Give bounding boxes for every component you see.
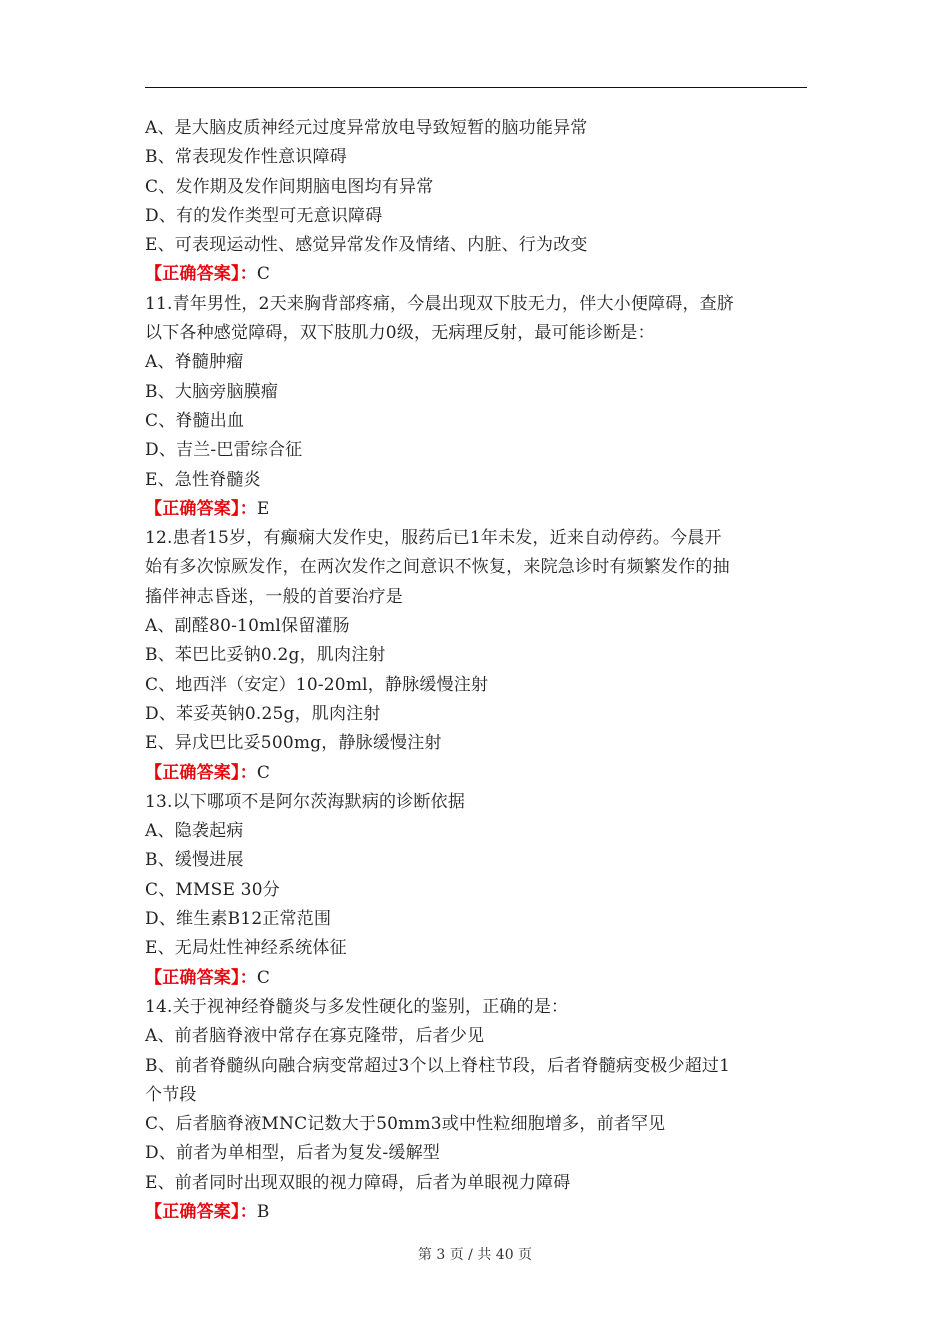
option-text: B、大脑旁脑膜瘤 — [145, 381, 279, 402]
question-text: 13.以下哪项不是阿尔茨海默病的诊断依据 — [145, 791, 466, 812]
option-text: A、脊髓肿瘤 — [145, 352, 244, 373]
option-text: E、无局灶性神经系统体征 — [145, 938, 347, 959]
question-text: 始有多次惊厥发作，在两次发作之间意识不恢复，来院急诊时有频繁发作的抽 — [145, 557, 730, 578]
answer-line — [145, 759, 807, 788]
option-text: D、维生素B12正常范围 — [145, 909, 332, 930]
answer-separator: ： — [239, 498, 257, 519]
option-text: D、吉兰-巴雷综合征 — [145, 440, 303, 461]
option-text: C、MMSE 30分 — [145, 879, 280, 900]
option-text: C、地西泮（安定）10-20ml，静脉缓慢注射 — [145, 674, 489, 695]
answer-label: 【正确答案】 — [145, 498, 240, 519]
option-text: A、副醛80-10ml保留灌肠 — [145, 616, 350, 637]
answer-line — [145, 260, 807, 289]
option-text: A、前者脑脊液中常存在寡克隆带，后者少见 — [145, 1026, 485, 1047]
option-text: A、是大脑皮质神经元过度异常放电导致短暂的脑功能异常 — [145, 118, 588, 138]
option-text: D、有的发作类型可无意识障碍 — [145, 205, 383, 226]
answer-label: 【正确答案】 — [145, 1201, 240, 1222]
answer-label: 【正确答案】 — [145, 762, 240, 783]
option-text: D、苯妥英钠0.25g，肌肉注射 — [145, 703, 381, 724]
option-text: C、后者脑脊液MNC记数大于50mm3或中性粒细胞增多，前者罕见 — [145, 1114, 666, 1135]
option-text: A、隐袭起病 — [145, 821, 244, 842]
option-text: B、常表现发作性意识障碍 — [145, 147, 347, 168]
answer-separator: ： — [239, 967, 257, 988]
answer-line — [145, 1198, 807, 1227]
option-text: B、前者脊髓纵向融合病变常超过3个以上脊柱节段，后者脊髓病变极少超过1 — [145, 1055, 731, 1076]
header-rule — [145, 87, 807, 88]
answer-value: C — [256, 762, 271, 783]
question-text: 以下各种感觉障碍，双下肢肌力0级，无病理反射，最可能诊断是： — [145, 323, 655, 344]
document-body — [145, 114, 807, 1227]
answer-label: 【正确答案】 — [145, 967, 240, 988]
page-footer: 第 3 页 / 共 40 页 — [417, 1247, 533, 1263]
option-text: B、缓慢进展 — [145, 850, 244, 871]
option-text: D、前者为单相型，后者为复发-缓解型 — [145, 1143, 440, 1164]
option-text: 个节段 — [145, 1084, 197, 1105]
answer-value: B — [256, 1201, 270, 1222]
answer-label: 【正确答案】 — [145, 264, 240, 285]
answer-value: C — [256, 967, 271, 988]
option-text: E、前者同时出现双眼的视力障碍，后者为单眼视力障碍 — [145, 1172, 571, 1193]
question-text: 11.青年男性，2天来胸背部疼痛，今晨出现双下肢无力，伴大小便障碍，查脐 — [145, 293, 735, 314]
option-text: E、异戊巴比妥500mg，静脉缓慢注射 — [145, 733, 442, 754]
answer-separator: ： — [239, 762, 257, 783]
option-text: B、苯巴比妥钠0.2g，肌肉注射 — [145, 645, 386, 666]
question-text: 12.患者15岁，有癫痫大发作史，服药后已1年未发，近来自动停药。今晨开 — [145, 528, 722, 549]
option-text: C、脊髓出血 — [145, 410, 245, 431]
option-text: C、发作期及发作间期脑电图均有异常 — [145, 176, 434, 197]
option-text: E、可表现运动性、感觉异常发作及情绪、内脏、行为改变 — [145, 235, 588, 256]
answer-value: E — [256, 498, 270, 519]
question-text: 搐伴神志昏迷，一般的首要治疗是 — [145, 586, 403, 607]
answer-line — [145, 964, 807, 993]
answer-value: C — [256, 264, 271, 285]
option-text: E、急性脊髓炎 — [145, 469, 261, 490]
answer-separator: ： — [239, 1201, 257, 1222]
question-text: 14.关于视神经脊髓炎与多发性硬化的鉴别，正确的是： — [145, 996, 569, 1017]
answer-separator: ： — [239, 264, 257, 285]
answer-line — [145, 495, 807, 524]
